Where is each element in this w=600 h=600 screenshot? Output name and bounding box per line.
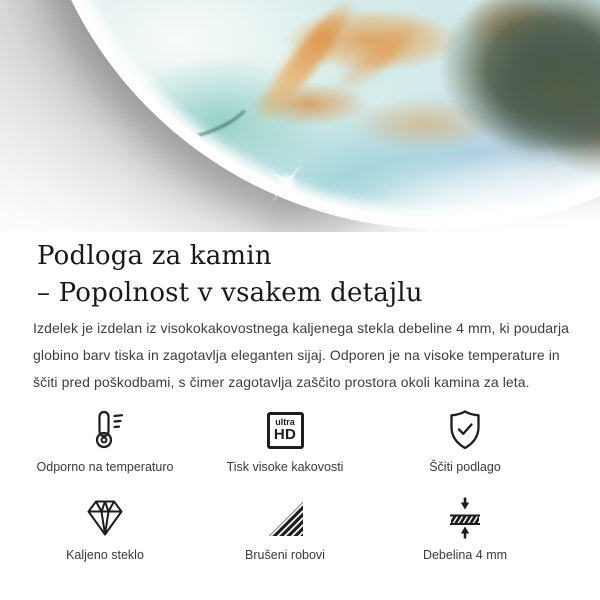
- glass-edge: [29, 0, 600, 229]
- product-image: [0, 0, 600, 232]
- marble-teal-squiggle: [138, 74, 259, 152]
- ultra-hd-badge-bottom: HD: [273, 426, 297, 443]
- brushed-edge-icon: [263, 495, 307, 541]
- feature-protects-surface: [375, 407, 555, 475]
- feature-label: Debelina 4 mm: [422, 548, 508, 562]
- feature-label: Tisk visoke kakovosti: [226, 460, 344, 474]
- page-title-line1: Podloga za kamin: [37, 241, 272, 271]
- ultra-hd-icon: [267, 407, 304, 453]
- page-title-line2: – Popolnost v vsakem detajlu: [37, 278, 423, 308]
- feature-label: Ščiti podlago: [429, 460, 501, 474]
- feature-temperature-resistant: [15, 407, 195, 475]
- feature-label: Odporno na temperaturo: [36, 460, 174, 474]
- feature-label: Brušeni robovi: [245, 548, 325, 562]
- feature-polished-edges: [195, 495, 375, 563]
- glass-marble-print: [40, 0, 600, 218]
- shield-check-icon: [443, 407, 487, 453]
- thickness-icon: [443, 495, 487, 541]
- feature-label: Kaljeno steklo: [66, 548, 144, 562]
- thermometer-icon: [83, 407, 127, 453]
- product-text-section: [0, 238, 600, 563]
- feature-thickness: [375, 495, 555, 563]
- ultra-hd-badge-top: ultra: [275, 417, 295, 427]
- feature-tempered-glass: [15, 495, 195, 563]
- marble-dark-blob: [472, 7, 600, 167]
- page-title: [37, 238, 600, 312]
- product-description: Izdelek je izdelan iz visokokakovostnega kaljenega stekla debeline 4 mm, ki poudarja globino barv tiska in zagotavlja eleganten sijaj. Odporen je na visoke temperature in ščiti pred poškodbami, s čimer zagotavlja zaščito prostora okoli kamina za leta.: [33, 320, 570, 390]
- diamond-icon: [83, 495, 127, 541]
- feature-print-quality: [195, 407, 375, 475]
- marble-orange-vein: [245, 0, 364, 133]
- feature-grid: [15, 407, 600, 563]
